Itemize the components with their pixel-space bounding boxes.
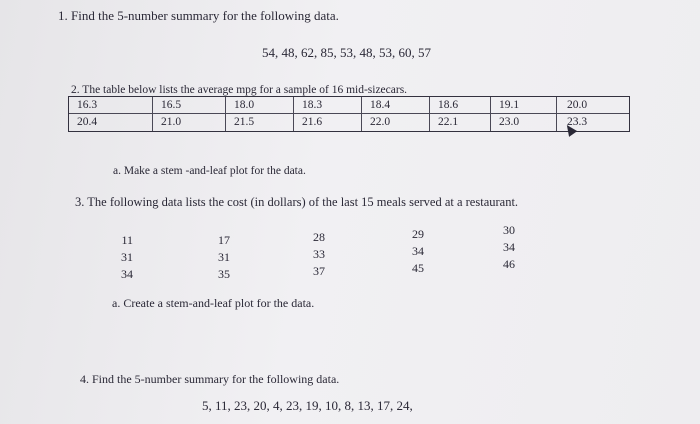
meal-cost-value: 35 — [218, 267, 230, 281]
table-cell: 18.4 — [362, 97, 430, 114]
meal-cost-value: 45 — [412, 261, 424, 275]
meal-cost-value: 34 — [503, 240, 515, 254]
question-1: 1. Find the 5-number summary for the following data. — [58, 8, 339, 23]
table-cell: 22.0 — [362, 114, 430, 131]
table-cell: 23.0 — [491, 114, 557, 131]
meal-cost-column — [412, 226, 424, 277]
meal-cost-value: 28 — [313, 230, 325, 244]
table-cell: 21.6 — [294, 114, 362, 131]
table-cell: 20.4 — [69, 114, 153, 131]
meal-cost-value: 31 — [121, 250, 133, 264]
meal-cost-value: 34 — [121, 267, 133, 281]
meal-cost-value: 37 — [313, 264, 325, 278]
meal-cost-value: 17 — [218, 233, 230, 247]
table-cell: 18.6 — [430, 97, 491, 114]
table-cell: 18.3 — [294, 97, 362, 114]
question-1-data: 54, 48, 62, 85, 53, 48, 53, 60, 57 — [262, 45, 431, 60]
table-cell: 21.0 — [153, 114, 226, 131]
meal-cost-value: 30 — [503, 223, 515, 237]
question-2-part-a: a. Make a stem -and-leaf plot for the data. — [113, 165, 306, 177]
question-4: 4. Find the 5-number summary for the following data. — [80, 372, 340, 386]
table-cell: 23.3 — [567, 116, 588, 128]
question-3-part-a: a. Create a stem-and-leaf plot for the data. — [112, 296, 315, 310]
question-2: 2. The table below lists the average mpg for a sample of 16 mid-sizecars. — [71, 84, 408, 96]
table-cell: 19.1 — [491, 97, 557, 114]
meal-cost-value: 34 — [412, 244, 424, 258]
meal-cost-column — [218, 232, 230, 283]
table-cell: 18.0 — [226, 97, 294, 114]
meal-cost-column — [313, 229, 325, 280]
table-cell: 22.1 — [430, 114, 491, 131]
table-cell: 21.5 — [226, 114, 294, 131]
mpg-table — [68, 96, 630, 132]
meal-cost-column — [121, 232, 133, 283]
question-3: 3. The following data lists the cost (in dollars) of the last 15 meals served at a restaurant. — [75, 195, 519, 209]
question-4-data: 5, 11, 23, 20, 4, 23, 19, 10, 8, 13, 17, 24, — [202, 398, 413, 413]
table-cell: 16.3 — [69, 97, 153, 114]
table-cell: 16.5 — [153, 97, 226, 114]
meal-cost-value: 46 — [503, 257, 515, 271]
meal-cost-value: 33 — [313, 247, 325, 261]
meal-cost-value: 29 — [412, 227, 424, 241]
meal-cost-value: 31 — [218, 250, 230, 264]
meal-cost-column — [503, 222, 515, 273]
table-cell: 20.0 — [557, 97, 629, 114]
meal-cost-value: 11 — [121, 233, 133, 247]
